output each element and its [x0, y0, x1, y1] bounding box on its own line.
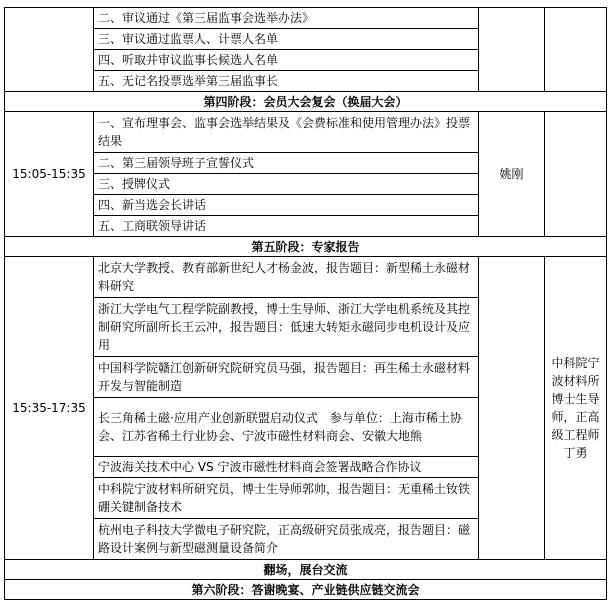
agenda-table — [4, 7, 607, 600]
agenda-item: 二、审议通过《第三届监事会选举办法》 — [94, 8, 479, 29]
agenda-item: 五、无记名投票选举第三届监事长 — [94, 71, 479, 92]
break-title: 翻场，展台交流 — [5, 560, 607, 580]
agenda-item: 三、审议通过监票人、计票人名单 — [94, 29, 479, 50]
moderator-name: 中科院宁波材料所博士生导师，正高级工程师丁勇 — [545, 257, 607, 560]
stage-header-row — [5, 580, 607, 600]
table-row — [5, 257, 607, 298]
host-cell-empty — [479, 8, 545, 92]
agenda-item: 四、新当选会长讲话 — [94, 195, 479, 216]
time-slot: 15:35-17:35 — [5, 257, 94, 560]
agenda-item: 长三角稀土磁·应用产业创新联盟启动仪式 参与单位：上海市稀土协会、江苏省稀土行业协会、宁波市磁性材料商会、安徽大地熊 — [94, 398, 479, 457]
agenda-item: 北京大学教授、教育部新世纪人才杨金波，报告题目：新型稀土永磁材料研究 — [94, 257, 479, 298]
stage6-title: 第六阶段：答谢晚宴、产业链供应链交流会 — [5, 580, 607, 600]
break-row — [5, 560, 607, 580]
agenda-item: 中国科学院赣江创新研究院研究员马强，报告题目：再生稀土永磁材料开发与智能制造 — [94, 357, 479, 398]
time-slot: 15:05-15:35 — [5, 112, 94, 237]
agenda-item: 中科院宁波材料所研究员，博士生导师郭帅，报告题目：无重稀土钕铁硼关键制备技术 — [94, 478, 479, 519]
host-name: 姚刚 — [479, 112, 545, 237]
agenda-item: 杭州电子科技大学微电子研究院，正高级研究员张成亮，报告题目：磁路设计案例与新型磁测量设备简介 — [94, 519, 479, 560]
time-cell-empty — [5, 8, 94, 92]
host-cell-empty — [479, 257, 545, 560]
agenda-item: 浙江大学电气工程学院副教授，博士生导师、浙江大学电机系统及其控制研究所副所长王云冲，报告题目：低速大转矩永磁同步电机设计及应用 — [94, 298, 479, 357]
table-row — [5, 8, 607, 29]
agenda-item: 一、宣布理事会、监事会选举结果及《会费标准和使用管理办法》投票结果 — [94, 112, 479, 153]
stage-header-row — [5, 92, 607, 112]
stage5-title: 第五阶段：专家报告 — [5, 237, 607, 257]
agenda-item: 三、授牌仪式 — [94, 174, 479, 195]
note-cell-empty — [545, 8, 607, 92]
agenda-item: 宁波海关技术中心 VS 宁波市磁性材料商会签署战略合作协议 — [94, 457, 479, 478]
table-row — [5, 112, 607, 153]
agenda-item: 四、听取并审议监事长候选人名单 — [94, 50, 479, 71]
agenda-item: 五、工商联领导讲话 — [94, 216, 479, 237]
agenda-item: 二、第三届领导班子宣誓仪式 — [94, 153, 479, 174]
stage-header-row — [5, 237, 607, 257]
stage4-title: 第四阶段：会员大会复会（换届大会） — [5, 92, 607, 112]
note-cell-empty — [545, 112, 607, 237]
